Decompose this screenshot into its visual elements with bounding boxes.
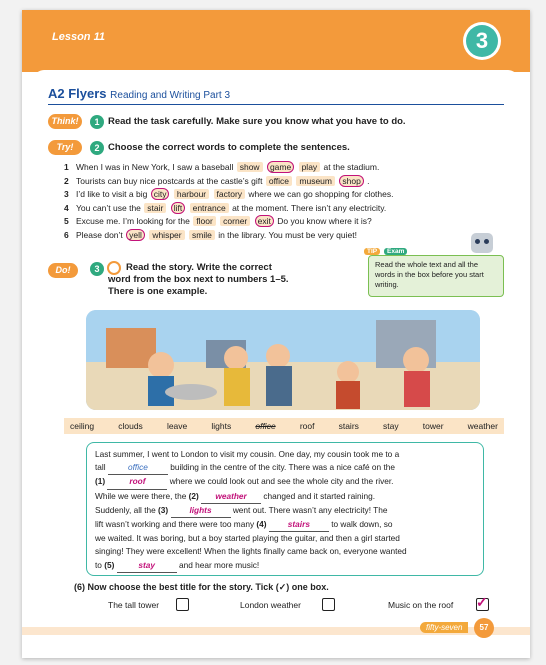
choice-1-label: The tall tower: [108, 600, 160, 610]
answer-4[interactable]: stairs: [269, 518, 329, 532]
gap-number: (1): [95, 476, 106, 487]
story-line: [95, 475, 475, 489]
sentence-row: [64, 162, 379, 172]
answer-1[interactable]: roof: [107, 475, 167, 489]
robot-eye-icon: [475, 239, 480, 244]
gap-number: (3): [158, 504, 169, 515]
story-text: went out. There wasn’t any electricity! The: [232, 504, 388, 515]
word-option[interactable]: lift: [171, 202, 186, 214]
answer-3[interactable]: lights: [171, 504, 231, 518]
sentence-text: You can’t use the: [76, 202, 141, 213]
story-box: [86, 442, 484, 576]
word-option[interactable]: game: [267, 161, 294, 173]
story-text: building in the centre of the city. There was a nice café on the: [170, 462, 395, 473]
gap-number: (4): [256, 519, 267, 530]
sentence-text: Do you know where it is?: [277, 216, 372, 226]
textbook-page: [22, 10, 530, 658]
word-box-item: tower: [422, 421, 444, 431]
word-box-item: stairs: [338, 421, 359, 431]
section-title-rest: Reading and Writing Part 3: [110, 90, 231, 101]
choice-2-checkbox[interactable]: [322, 598, 335, 611]
example-answer: office: [108, 461, 168, 475]
word-option[interactable]: museum: [296, 176, 335, 186]
sentence-text: I’d like to visit a big: [76, 189, 148, 199]
story-text: we waited. It was boring, but a boy started playing the guitar, and then a girl started: [95, 533, 400, 544]
sentence-number: 3: [64, 189, 69, 199]
story-text: to walk down, so: [331, 519, 393, 530]
sentence-row: [64, 189, 393, 199]
sentence-text: where we can go shopping for clothes.: [248, 189, 394, 199]
page-number: 57: [474, 618, 494, 638]
tip-text: Read the whole text and all the words in the box before you start writing.: [375, 260, 484, 289]
step-3-line2: word from the box next to numbers 1–5.: [108, 274, 289, 285]
word-option[interactable]: stair: [144, 203, 166, 213]
story-line: [95, 518, 475, 532]
section-title: [48, 86, 230, 101]
story-line: [95, 545, 475, 558]
try-tag: Try!: [48, 140, 82, 155]
question-6: (6) Now choose the best title for the story. Tick (✓) one box.: [74, 582, 329, 592]
word-option[interactable]: corner: [220, 216, 250, 226]
word-box-item: clouds: [118, 421, 143, 431]
story-text: singing! They were excellent! When the lights finally came back on, everyone wanted: [95, 546, 407, 557]
word-option[interactable]: yell: [126, 229, 145, 241]
word-option[interactable]: play: [299, 162, 321, 172]
word-option[interactable]: exit: [255, 215, 274, 227]
sentence-text: Tourists can buy nice postcards at the castle’s gift: [76, 175, 263, 186]
word-box-item: office: [255, 421, 276, 431]
word-option[interactable]: office: [266, 176, 292, 186]
sentence-text: .: [367, 175, 370, 186]
step-1-instruction: Read the task carefully. Make sure you know what you have to do.: [108, 116, 406, 127]
tip-tag: TIP: [364, 248, 380, 255]
word-option[interactable]: smile: [189, 230, 215, 240]
divider: [48, 104, 504, 105]
robot-icon: [471, 233, 493, 253]
word-box-item: stay: [383, 421, 399, 431]
story-line: [95, 490, 475, 504]
step-3-number: 3: [90, 262, 104, 276]
story-text: where we could look out and see the whole city and the river.: [169, 476, 394, 487]
answer-5[interactable]: stay: [117, 559, 177, 573]
exam-tag: Exam: [384, 248, 407, 255]
sentence-row: [64, 230, 357, 240]
answer-2[interactable]: weather: [201, 490, 261, 504]
word-option[interactable]: whisper: [149, 230, 184, 240]
sentence-text: Please don’t: [76, 229, 123, 240]
sentence-text: in the library. You must be very quiet!: [218, 229, 357, 240]
word-option[interactable]: city: [151, 188, 170, 200]
word-option[interactable]: harbour: [174, 189, 209, 199]
step-3-line1: Read the story. Write the correct: [126, 262, 272, 273]
story-line: [95, 461, 475, 475]
sentence-text: at the stadium.: [323, 162, 380, 172]
story-text: changed and it started raining.: [263, 490, 376, 501]
story-text: While we were there, the: [95, 490, 187, 501]
tick-mark-icon: ✓: [476, 594, 488, 610]
story-text: Suddenly, all the: [95, 504, 156, 515]
sentence-number: 1: [64, 162, 69, 172]
choice-2-label: London weather: [240, 600, 301, 610]
sentence-row: [64, 176, 370, 186]
choice-3-label: Music on the roof: [388, 600, 454, 610]
step-2-number: 2: [90, 141, 104, 155]
lesson-label: Lesson 11: [52, 31, 105, 43]
word-box-item: weather: [467, 421, 498, 431]
step-1-number: 1: [90, 115, 104, 129]
word-option[interactable]: factory: [214, 189, 246, 199]
step-3-line3: There is one example.: [108, 286, 208, 297]
sentence-row: [64, 203, 386, 213]
story-line: [95, 504, 475, 518]
story-line: [95, 532, 475, 545]
unit-number: 3: [466, 25, 498, 57]
section-title-bold: A2 Flyers: [48, 86, 107, 101]
word-option[interactable]: entrance: [190, 203, 229, 213]
story-text: to: [95, 559, 102, 570]
story-text: Last summer, I went to London to visit my cousin. One day, my cousin took me to a: [95, 449, 400, 459]
sentence-number: 5: [64, 216, 69, 226]
word-option[interactable]: shop: [339, 175, 363, 187]
sentence-text: Excuse me. I’m looking for the: [76, 216, 190, 226]
sentence-row: [64, 216, 372, 226]
story-line: [95, 448, 475, 461]
sentence-number: 4: [64, 202, 69, 213]
sentence-number: 2: [64, 175, 69, 186]
step-2-instruction: Choose the correct words to complete the sentences.: [108, 142, 350, 153]
story-text: lift wasn’t working and there were too many: [95, 519, 255, 530]
word-box-item: ceiling: [70, 421, 95, 431]
reading-icon: [107, 261, 121, 275]
story-text: tall: [95, 462, 106, 473]
page-label: fifty-seven: [420, 622, 468, 633]
word-box-item: leave: [166, 421, 188, 431]
gap-number: (2): [188, 490, 199, 501]
sentence-text: at the moment. There isn’t any electricity.: [232, 202, 387, 213]
choice-1-checkbox[interactable]: [176, 598, 189, 611]
tip-box: [368, 255, 504, 297]
word-box-item: roof: [299, 421, 315, 431]
story-text: and hear more music!: [179, 559, 260, 570]
robot-eye-icon: [484, 239, 489, 244]
do-tag: Do!: [48, 263, 78, 278]
think-tag: Think!: [48, 114, 82, 129]
story-illustration: [86, 310, 480, 410]
word-box-item: lights: [211, 421, 232, 431]
story-line: [95, 559, 475, 573]
content-panel: [34, 70, 518, 650]
sentence-number: 6: [64, 229, 69, 240]
illustration-svg: [86, 310, 480, 410]
sentence-text: When I was in New York, I saw a baseball: [76, 162, 234, 172]
word-option[interactable]: floor: [193, 216, 216, 226]
word-option[interactable]: show: [237, 162, 263, 172]
gap-number: (5): [104, 559, 115, 570]
word-box: [64, 418, 504, 434]
